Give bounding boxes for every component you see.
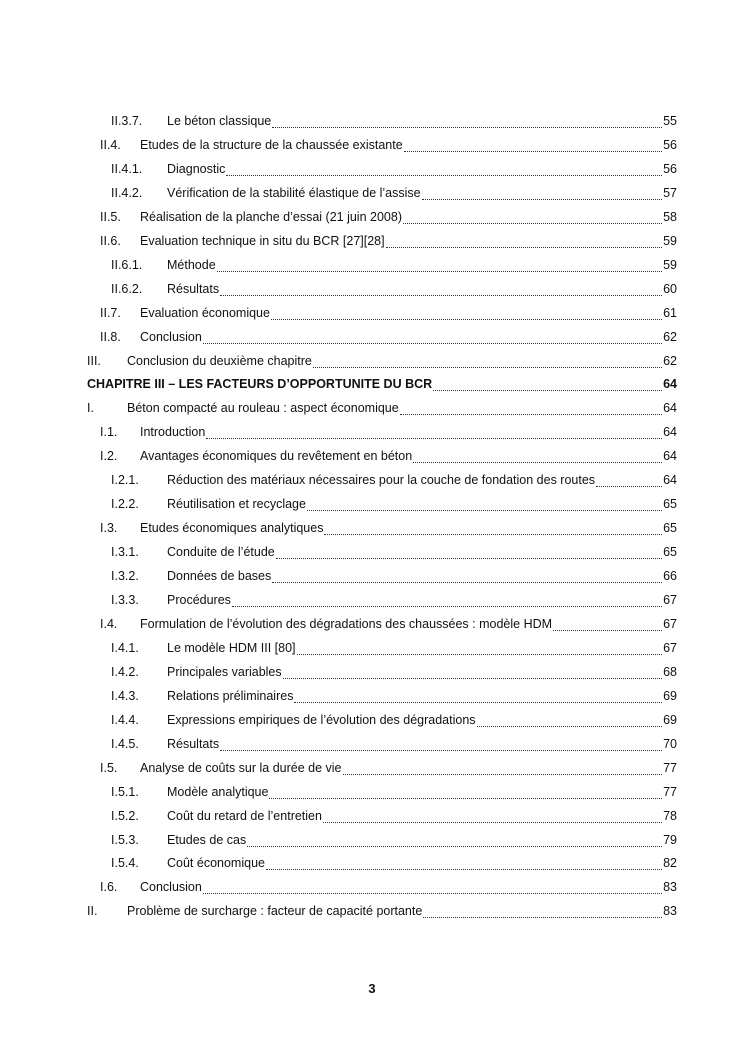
page-number: 3 bbox=[368, 981, 376, 996]
toc-entry-title: Relations préliminaires bbox=[167, 688, 294, 703]
toc-entry-title: Analyse de coûts sur la durée de vie bbox=[140, 760, 342, 775]
toc-entry-page: 64 bbox=[663, 377, 677, 392]
toc-entry-number: I.5.1. bbox=[111, 784, 139, 799]
toc-entry[interactable] bbox=[111, 686, 677, 706]
dot-leader bbox=[297, 653, 663, 655]
toc-entry-page: 82 bbox=[663, 856, 677, 871]
toc-entry-title: Principales variables bbox=[167, 664, 282, 679]
toc-entry-title: Expressions empiriques de l’évolution des dégradations bbox=[167, 712, 476, 727]
toc-entry-number: I.4.4. bbox=[111, 712, 139, 727]
toc-entry[interactable] bbox=[111, 111, 677, 131]
dot-leader bbox=[203, 342, 662, 344]
dot-leader bbox=[220, 294, 662, 296]
toc-entry-title: Conclusion bbox=[140, 329, 202, 344]
toc-entry[interactable] bbox=[111, 279, 677, 299]
toc-entry-title: Données de bases bbox=[167, 569, 272, 584]
dot-leader bbox=[232, 605, 662, 607]
toc-entry-number: II.5. bbox=[100, 209, 121, 224]
toc-entry-number: I.2.1. bbox=[111, 473, 139, 488]
toc-entry-page: 67 bbox=[663, 640, 677, 655]
toc-entry[interactable] bbox=[100, 446, 677, 466]
toc-entry[interactable] bbox=[87, 398, 677, 418]
toc-entry-page: 55 bbox=[663, 114, 677, 128]
toc-entry[interactable] bbox=[100, 614, 677, 634]
toc-entry-number: I.6. bbox=[100, 880, 118, 895]
toc-entry-page: 62 bbox=[663, 329, 677, 344]
toc-entry[interactable] bbox=[111, 638, 677, 658]
toc-entry-title: Diagnostic bbox=[167, 161, 226, 176]
dot-leader bbox=[553, 629, 662, 631]
toc-entry-page: 70 bbox=[663, 736, 677, 751]
toc-entry[interactable] bbox=[100, 207, 677, 227]
toc-entry[interactable] bbox=[100, 231, 677, 251]
toc-entry-page: 56 bbox=[663, 137, 677, 152]
dot-leader bbox=[343, 773, 663, 775]
toc-entry-number: II. bbox=[87, 904, 98, 919]
toc-entry-number: II.3.7. bbox=[111, 114, 143, 128]
toc-entry-page: 67 bbox=[663, 616, 677, 631]
toc-entry-page: 79 bbox=[663, 832, 677, 847]
toc-entry[interactable] bbox=[111, 853, 677, 873]
toc-entry-number: I.4.1. bbox=[111, 640, 139, 655]
toc-entry-page: 68 bbox=[663, 664, 677, 679]
toc-entry[interactable] bbox=[111, 710, 677, 730]
toc-entry[interactable] bbox=[100, 518, 677, 538]
toc-entry-number: II.8. bbox=[100, 329, 121, 344]
toc-entry-title: Méthode bbox=[167, 257, 216, 272]
toc-entry-page: 56 bbox=[663, 161, 677, 176]
dot-leader bbox=[413, 461, 662, 463]
toc-entry-number: I.3. bbox=[100, 521, 118, 536]
toc-entry[interactable] bbox=[111, 255, 677, 275]
toc-entry-title: CHAPITRE III – LES FACTEURS D’OPPORTUNITE DU BCR bbox=[87, 377, 433, 392]
dot-leader bbox=[247, 845, 662, 847]
toc-entry-title: Etudes économiques analytiques bbox=[140, 521, 324, 536]
toc-entry-title: Etudes de la structure de la chaussée existante bbox=[140, 137, 403, 152]
toc-entry-number: I.2.2. bbox=[111, 497, 139, 512]
toc-entry[interactable] bbox=[100, 758, 677, 778]
toc-entry[interactable] bbox=[111, 542, 677, 562]
dot-leader bbox=[477, 725, 663, 727]
toc-entry-number: II.4. bbox=[100, 137, 121, 152]
toc-entry[interactable] bbox=[100, 135, 677, 155]
toc-entry-page: 83 bbox=[663, 880, 677, 895]
dot-leader bbox=[276, 557, 662, 559]
toc-entry[interactable] bbox=[100, 327, 677, 347]
toc-entry-number: II.4.1. bbox=[111, 161, 143, 176]
toc-entry-number: I.5. bbox=[100, 760, 118, 775]
dot-leader bbox=[206, 437, 662, 439]
dot-leader bbox=[271, 318, 662, 320]
toc-entry-page: 64 bbox=[663, 401, 677, 416]
toc-entry-page: 64 bbox=[663, 449, 677, 464]
toc-entry[interactable] bbox=[111, 159, 677, 179]
toc-entry-page: 77 bbox=[663, 784, 677, 799]
toc-entry-title: Etudes de cas bbox=[167, 832, 247, 847]
toc-chapter-entry[interactable] bbox=[87, 374, 677, 394]
toc-entry-title: Conduite de l’étude bbox=[167, 545, 275, 560]
toc-entry-title: Modèle analytique bbox=[167, 784, 269, 799]
toc-entry-number: III. bbox=[87, 353, 101, 368]
toc-entry-number: I.4.5. bbox=[111, 736, 139, 751]
toc-entry-title: Problème de surcharge : facteur de capacité portante bbox=[127, 904, 423, 919]
toc-entry-page: 58 bbox=[663, 209, 677, 224]
dot-leader bbox=[423, 916, 662, 918]
toc-entry-number: I.2. bbox=[100, 449, 118, 464]
toc-entry-page: 65 bbox=[663, 521, 677, 536]
toc-entry-title: Introduction bbox=[140, 425, 206, 440]
toc-entry-title: Réutilisation et recyclage bbox=[167, 497, 306, 512]
toc-entry-number: I.4.3. bbox=[111, 688, 139, 703]
toc-entry-number: I.5.2. bbox=[111, 808, 139, 823]
toc-entry-page: 66 bbox=[663, 569, 677, 584]
toc-entry-page: 69 bbox=[663, 688, 677, 703]
toc-entry-page: 62 bbox=[663, 353, 677, 368]
toc-entry-title: Résultats bbox=[167, 281, 220, 296]
toc-entry-page: 65 bbox=[663, 545, 677, 560]
toc-entry[interactable] bbox=[87, 351, 677, 371]
toc-entry[interactable] bbox=[111, 830, 677, 850]
toc-entry[interactable] bbox=[100, 877, 677, 897]
toc-entry-number: I.4.2. bbox=[111, 664, 139, 679]
toc-entry-title: Le modèle HDM III [80] bbox=[167, 640, 296, 655]
toc-entry-title: Conclusion du deuxième chapitre bbox=[127, 353, 312, 368]
toc-entry-title: Conclusion bbox=[140, 880, 202, 895]
toc-entry-number: I.3.3. bbox=[111, 593, 139, 607]
dot-leader bbox=[386, 246, 662, 248]
toc-entry-number: I.4. bbox=[100, 616, 118, 631]
toc-entry-title: Avantages économiques du revêtement en béton bbox=[140, 449, 413, 464]
toc-entry-title: Réalisation de la planche d’essai (21 juin 2008) bbox=[140, 209, 402, 224]
toc-entry-number: I.3.1. bbox=[111, 545, 139, 560]
toc-entry-page: 83 bbox=[663, 904, 677, 919]
toc-entry[interactable] bbox=[111, 662, 677, 682]
toc-entry-page: 67 bbox=[663, 593, 677, 607]
toc-entry-number: I. bbox=[87, 401, 94, 416]
toc-entry-page: 64 bbox=[663, 473, 677, 488]
toc-entry-number: II.7. bbox=[100, 305, 121, 320]
toc-entry[interactable] bbox=[111, 734, 677, 754]
dot-leader bbox=[266, 868, 662, 870]
toc-entry-number: I.5.3. bbox=[111, 832, 139, 847]
toc-entry-title: Coût du retard de l’entretien bbox=[167, 808, 322, 823]
toc-entry-number: II.6.1. bbox=[111, 257, 143, 272]
dot-leader bbox=[433, 389, 662, 391]
dot-leader bbox=[596, 485, 662, 487]
toc-entry-title: Le béton classique bbox=[167, 114, 272, 128]
dot-leader bbox=[404, 150, 662, 152]
toc-entry-page: 78 bbox=[663, 808, 677, 823]
toc-entry-page: 65 bbox=[663, 497, 677, 512]
dot-leader bbox=[323, 821, 662, 823]
toc-entry-number: I.5.4. bbox=[111, 856, 139, 871]
toc-entry-number: II.6. bbox=[100, 233, 121, 248]
toc-entry-title: Evaluation économique bbox=[140, 305, 270, 320]
toc-entry-number: II.6.2. bbox=[111, 281, 143, 296]
toc-entry[interactable] bbox=[111, 590, 677, 610]
dot-leader bbox=[269, 797, 662, 799]
dot-leader bbox=[217, 270, 662, 272]
toc-entry[interactable] bbox=[111, 566, 677, 586]
toc-entry[interactable] bbox=[111, 494, 677, 514]
toc-entry-page: 69 bbox=[663, 712, 677, 727]
dot-leader bbox=[313, 366, 662, 368]
dot-leader bbox=[422, 198, 662, 200]
toc-entry-page: 59 bbox=[663, 257, 677, 272]
toc-entry-page: 61 bbox=[663, 305, 677, 320]
toc-entry[interactable] bbox=[111, 782, 677, 802]
dot-leader bbox=[307, 509, 662, 511]
toc-entry-page: 64 bbox=[663, 425, 677, 440]
dot-leader bbox=[226, 174, 662, 176]
toc-entry[interactable] bbox=[100, 422, 677, 442]
toc-entry-title: Vérification de la stabilité élastique de l’assise bbox=[167, 185, 421, 200]
toc-entry-page: 77 bbox=[663, 760, 677, 775]
toc-entry-page: 60 bbox=[663, 281, 677, 296]
toc-entry[interactable] bbox=[100, 303, 677, 323]
toc-entry-title: Résultats bbox=[167, 736, 220, 751]
dot-leader bbox=[203, 892, 662, 894]
toc-entry[interactable] bbox=[111, 183, 677, 203]
dot-leader bbox=[272, 581, 662, 583]
dot-leader bbox=[294, 701, 662, 703]
toc-entry-title: Formulation de l’évolution des dégradations des chaussées : modèle HDM bbox=[140, 616, 553, 631]
toc-entry-title: Coût économique bbox=[167, 856, 265, 871]
toc-entry-title: Réduction des matériaux nécessaires pour la couche de fondation des routes bbox=[167, 473, 596, 488]
toc-entry[interactable] bbox=[111, 806, 677, 826]
dot-leader bbox=[403, 222, 662, 224]
dot-leader bbox=[400, 413, 662, 415]
toc-entry-title: Evaluation technique in situ du BCR [27][28] bbox=[140, 233, 385, 248]
dot-leader bbox=[220, 749, 662, 751]
toc-entry-page: 59 bbox=[663, 233, 677, 248]
toc-entry-number: II.4.2. bbox=[111, 185, 143, 200]
toc-entry[interactable] bbox=[87, 901, 677, 921]
toc-entry-title: Béton compacté au rouleau : aspect économique bbox=[127, 401, 399, 416]
dot-leader bbox=[272, 126, 662, 128]
toc-entry-number: I.1. bbox=[100, 425, 118, 440]
toc-entry-number: I.3.2. bbox=[111, 569, 139, 584]
dot-leader bbox=[283, 677, 662, 679]
toc-entry-page: 57 bbox=[663, 185, 677, 200]
toc-entry-title: Procédures bbox=[167, 593, 231, 607]
dot-leader bbox=[324, 533, 662, 535]
toc-entry[interactable] bbox=[111, 470, 677, 490]
